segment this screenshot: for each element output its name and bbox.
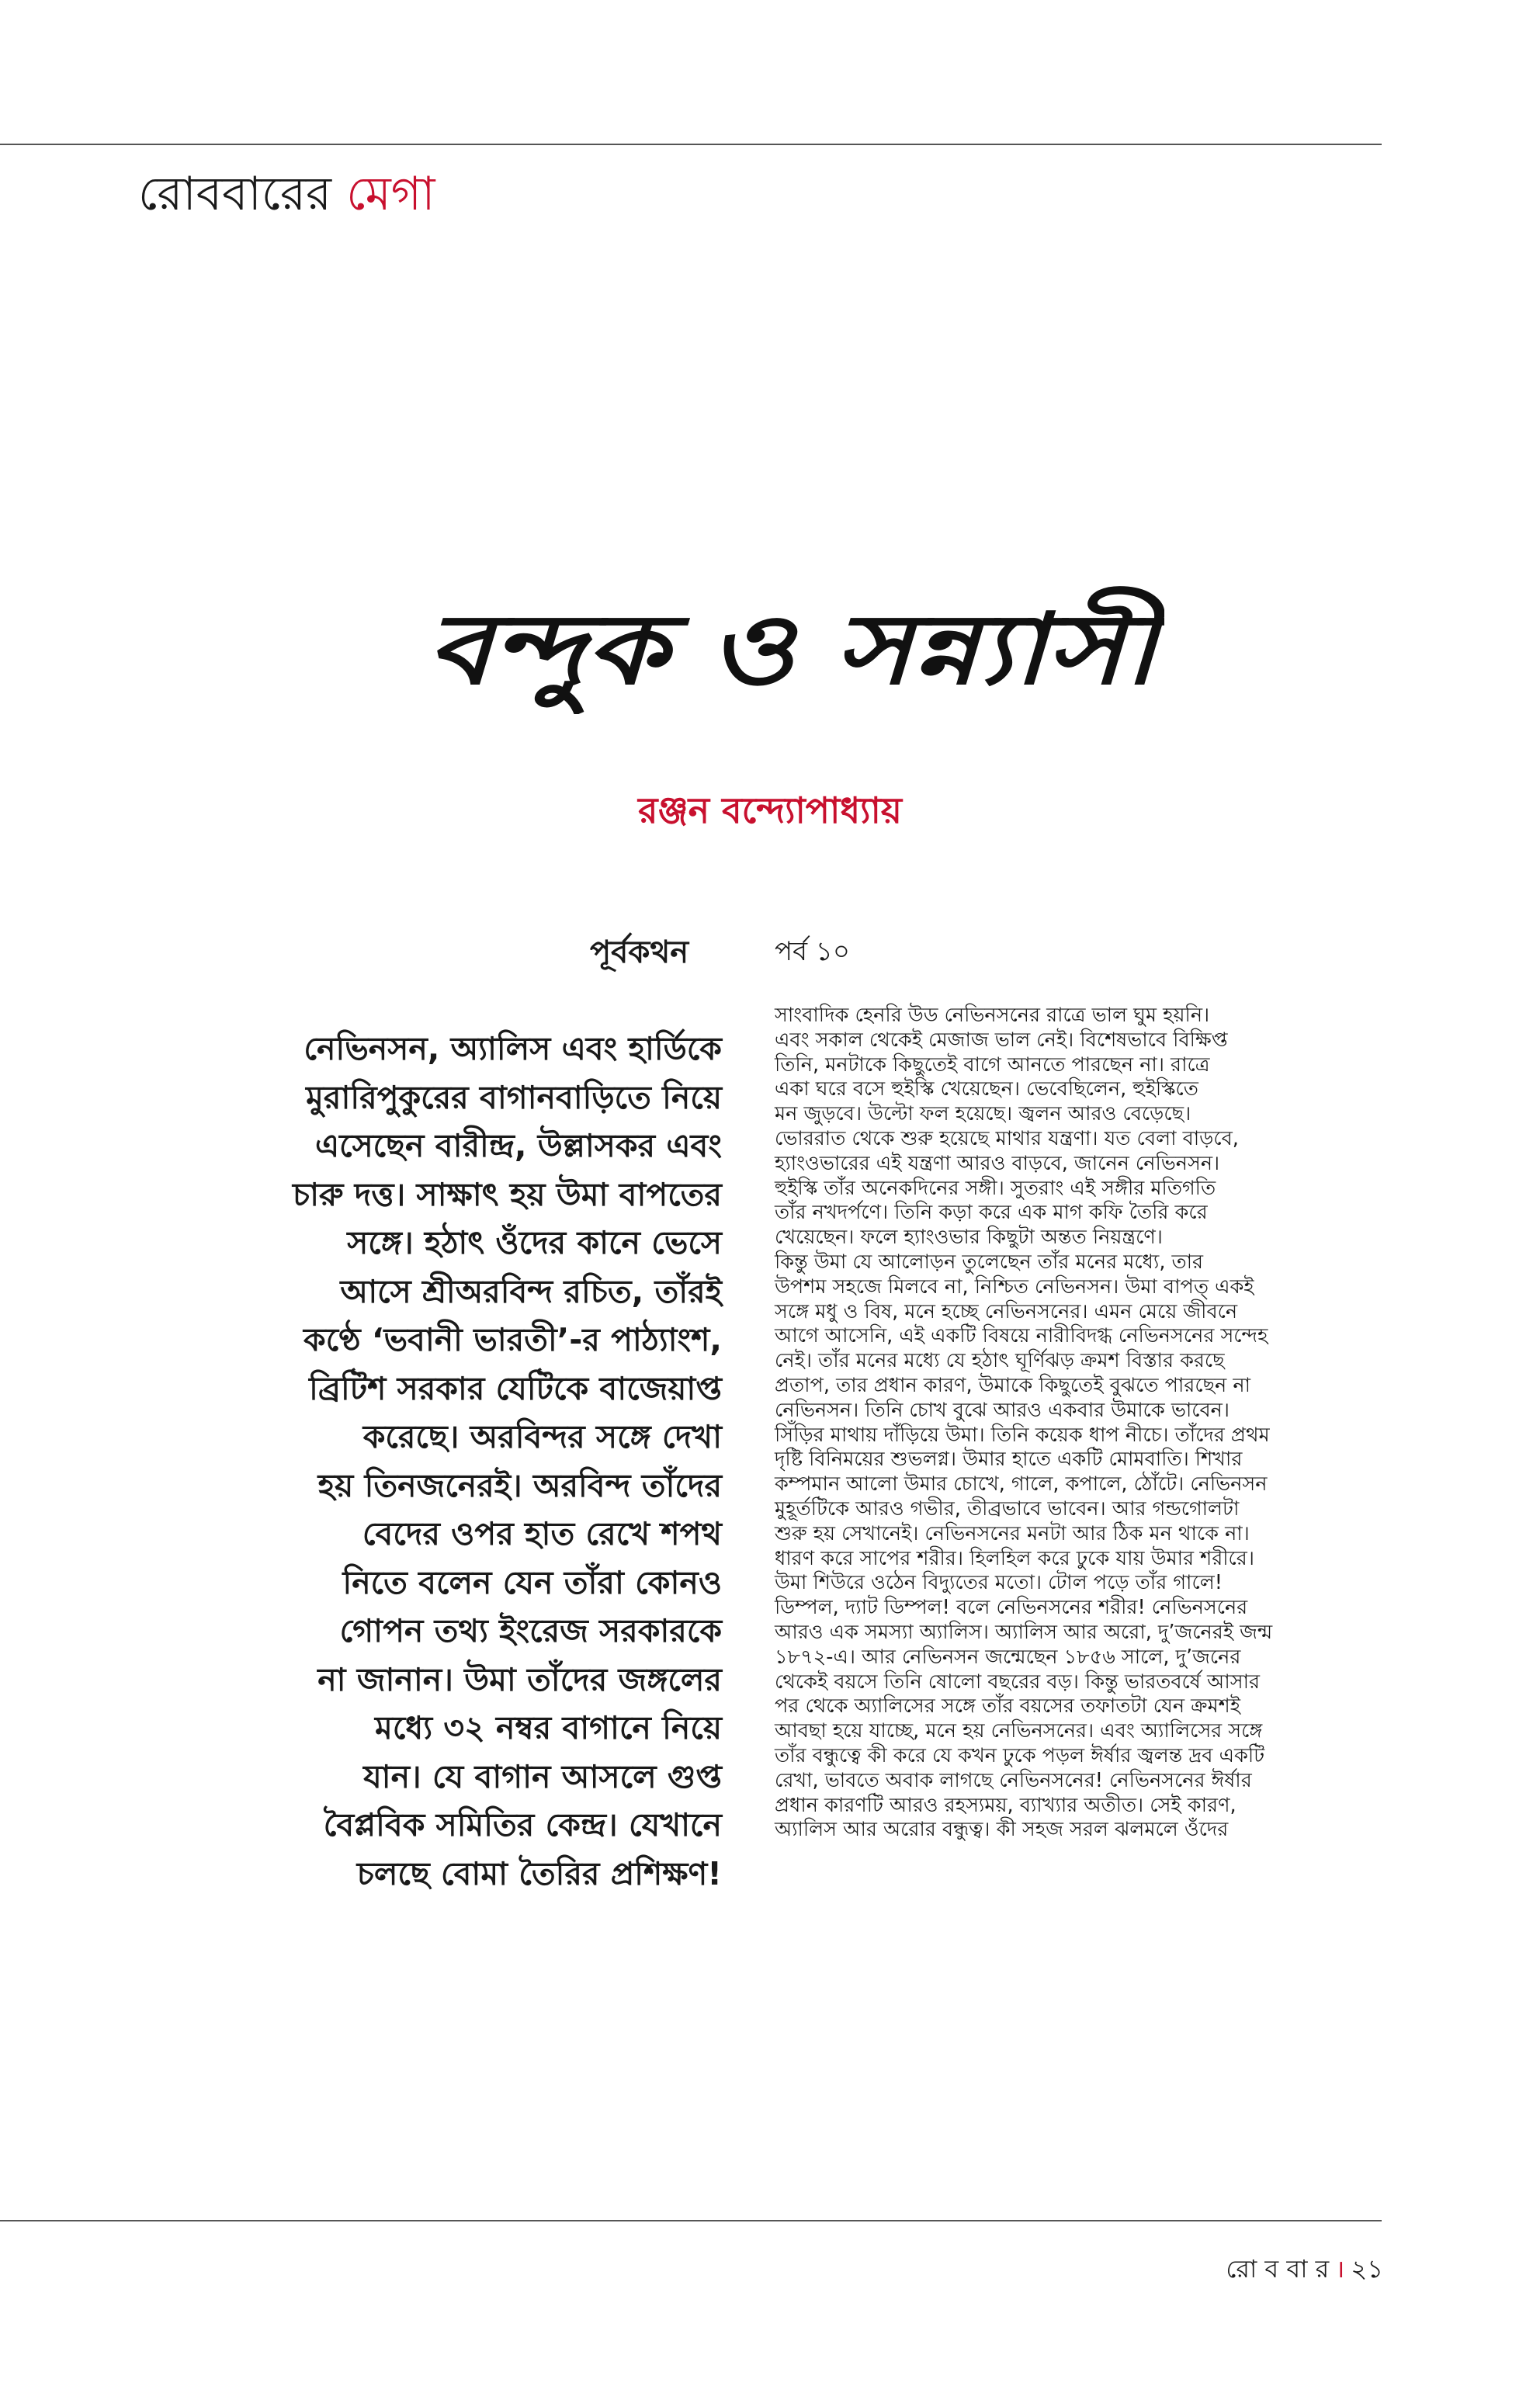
summary-line: বেদের ওপর হাত রেখে শপথ bbox=[362, 1515, 722, 1552]
story-title bbox=[419, 574, 1164, 714]
preface-label: পূর্বকথন bbox=[590, 935, 689, 970]
body-line: পর থেকে অ্যালিসের সঙ্গে তাঁর বয়সের তফাতটা যেন ক্রমশই bbox=[775, 1694, 1240, 1718]
summary-line: করেছে। অরবিন্দর সঙ্গে দেখা bbox=[362, 1418, 722, 1455]
summary-line: সঙ্গে। হঠাৎ ওঁদের কানে ভেসে bbox=[347, 1224, 722, 1261]
body-line: খেয়েছেন। ফলে হ্যাংওভার কিছুটা অন্তত নিয়ন্ত্রণে। bbox=[775, 1226, 1163, 1250]
body-line: কিন্তু উমা যে আলোড়ন তুলেছেন তাঁর মনের মধ্যে, তার bbox=[775, 1250, 1204, 1274]
body-line: ধারণ করে সাপের শরীর। হিলহিল করে ঢুকে যায় উমার শরীরে। bbox=[775, 1546, 1254, 1570]
summary-line: মুরারিপুকুরের বাগানবাড়িতে নিয়ে bbox=[306, 1078, 722, 1116]
body-line: প্রতাপ, তার প্রধান কারণ, উমাকে কিছুতেই বুঝতে পারছেন না bbox=[775, 1373, 1250, 1397]
summary-line: হয় তিনজনেরই। অরবিন্দ তাঁদের bbox=[317, 1466, 722, 1504]
body-line: হ্যাংওভারের এই যন্ত্রণা আরও বাড়বে, জানেন নেভিনসন। bbox=[775, 1151, 1220, 1175]
top-rule bbox=[0, 144, 1382, 145]
body-line: থেকেই বয়সে তিনি ষোলো বছরের বড়। কিন্তু ভারতবর্ষে আসার bbox=[775, 1670, 1260, 1694]
body-line: তাঁর বন্ধুত্বে কী করে যে কখন ঢুকে পড়ল ঈর্ষার জ্বলন্ত দ্রব একটি bbox=[775, 1743, 1265, 1767]
body-line: অ্যালিস আর অরোর বন্ধুত্ব। কী সহজ সরল ঝলমলে ওঁদের bbox=[775, 1818, 1229, 1842]
body-line: রেখা, ভাবতে অবাক লাগছে নেভিনসনের! নেভিনসনের ঈর্ষার bbox=[775, 1768, 1252, 1792]
page-number: ২১ bbox=[1351, 2254, 1383, 2284]
body-line: নেই। তাঁর মনের মধ্যে যে হঠাৎ ঘূর্ণিঝড় ক্রমশ বিস্তার করছে bbox=[775, 1349, 1225, 1373]
episode-label: পর্ব ১০ bbox=[775, 936, 850, 967]
body-line: মুহূর্তটিকে আরও গভীর, তীব্রভাবে ভাবেন। আর গন্ডগোলটা bbox=[775, 1496, 1240, 1521]
body-line: তাঁর নখদর্পণে। তিনি কড়া করে এক মাগ কফি তৈরি করে bbox=[775, 1201, 1208, 1225]
section-header-label: রোববারের bbox=[138, 167, 332, 221]
body-line: এবং সকাল থেকেই মেজাজ ভাল নেই। বিশেষভাবে বিক্ষিপ্ত bbox=[775, 1028, 1228, 1052]
body-line: ভোররাত থেকে শুরু হয়েছে মাথার যন্ত্রণা। যত বেলা বাড়বে, bbox=[775, 1126, 1239, 1150]
body-line: দৃষ্টি বিনিময়ের শুভলগ্ন। উমার হাতে একটি মোমবাতি। শিখার bbox=[775, 1448, 1243, 1472]
summary-line: যান। যে বাগান আসলে গুপ্ত bbox=[363, 1757, 722, 1795]
body-line: ডিম্পল, দ্যাট ডিম্পল! বলে নেভিনসনের শরীর! নেভিনসনের bbox=[775, 1596, 1248, 1620]
body-line: উমা শিউরে ওঠেন বিদ্যুতের মতো। টোল পড়ে তাঁর গালে! bbox=[775, 1571, 1223, 1595]
body-line: প্রধান কারণটি আরও রহস্যময়, ব্যাখ্যার অতীত। সেই কারণ, bbox=[775, 1793, 1237, 1817]
section-header-accent: মেগা bbox=[346, 167, 435, 221]
preface-summary bbox=[186, 1025, 722, 1898]
summary-line: চলছে বোমা তৈরির প্রশিক্ষণ! bbox=[356, 1854, 722, 1892]
summary-line: কণ্ঠে ‘ভবানী ভারতী’-র পাঠ্যাংশ, bbox=[303, 1321, 722, 1358]
body-line: হুইস্কি তাঁর অনেকদিনের সঙ্গী। সুতরাং এই সঙ্গীর মতিগতি bbox=[775, 1176, 1216, 1200]
summary-line: না জানান। উমা তাঁদের জঙ্গলের bbox=[317, 1660, 722, 1698]
summary-line: ব্রিটিশ সরকার যেটিকে বাজেয়াপ্ত bbox=[309, 1369, 722, 1407]
summary-line: গোপন তথ্য ইংরেজ সরকারকে bbox=[339, 1612, 722, 1649]
summary-line: বৈপ্লবিক সমিতির কেন্দ্র। যেখানে bbox=[323, 1806, 722, 1843]
section-header bbox=[138, 163, 435, 225]
body-line: মন জুড়বে। উল্টো ফল হয়েছে। জ্বলন আরও বেড়েছে। bbox=[775, 1102, 1191, 1126]
author-name: রঞ্জন বন্দ্যোপাধ্যায় bbox=[638, 789, 902, 831]
story-body bbox=[775, 1004, 1372, 1843]
body-line: সঙ্গে মধু ও বিষ, মনে হচ্ছে নেভিনসনের। এমন মেয়ে জীবনে bbox=[775, 1299, 1238, 1323]
body-line: সাংবাদিক হেনরি উড নেভিনসনের রাত্রে ভাল ঘুম হয়নি। bbox=[775, 1004, 1210, 1027]
body-line: আবছা হয়ে যাচ্ছে, মনে হয় নেভিনসনের। এবং অ্যালিসের সঙ্গে bbox=[775, 1719, 1263, 1743]
body-line: একা ঘরে বসে হুইস্কি খেয়েছেন। ভেবেছিলেন, হুইস্কিতে bbox=[775, 1077, 1198, 1101]
summary-line: চারু দত্ত। সাক্ষাৎ হয় উমা বাপতের bbox=[293, 1175, 722, 1213]
body-line: কম্পমান আলো উমার চোখে, গালে, কপালে, ঠোঁটে। নেভিনসন bbox=[775, 1472, 1268, 1496]
bottom-rule bbox=[0, 2220, 1382, 2221]
page-footer bbox=[1183, 2249, 1383, 2291]
body-line: আগে আসেনি, এই একটি বিষয়ে নারীবিদগ্ধ নেভিনসনের সন্দেহ bbox=[775, 1324, 1268, 1348]
body-line: ১৮৭২-এ। আর নেভিনসন জন্মেছেন ১৮৫৬ সালে, দু’জনের bbox=[775, 1645, 1241, 1669]
summary-line: নিতে বলেন যেন তাঁরা কোনও bbox=[342, 1563, 722, 1601]
summary-line: মধ্যে ৩২ নম্বর বাগানে নিয়ে bbox=[375, 1709, 722, 1746]
story-title-text: বন্দুক ও সন্ন্যাসী bbox=[427, 591, 1039, 706]
footer-separator: । bbox=[1335, 2254, 1345, 2284]
body-line: তিনি, মনটাকে কিছুতেই বাগে আনতে পারছেন না। রাত্রে bbox=[775, 1053, 1210, 1077]
summary-line: আসে শ্রীঅরবিন্দ রচিত, তাঁরই bbox=[340, 1272, 722, 1310]
body-line: সিঁড়ির মাথায় দাঁড়িয়ে উমা। তিনি কয়েক ধাপ নীচে। তাঁদের প্রথম bbox=[775, 1423, 1270, 1447]
footer-magazine-name: রো ব বা র bbox=[1226, 2254, 1330, 2284]
body-line: নেভিনসন। তিনি চোখ বুঝে আরও একবার উমাকে ভাবেন। bbox=[775, 1398, 1230, 1422]
body-line: শুরু হয় সেখানেই। নেভিনসনের মনটা আর ঠিক মন থাকে না। bbox=[775, 1521, 1250, 1545]
summary-line: এসেছেন বারীন্দ্র, উল্লাসকর এবং bbox=[314, 1127, 722, 1164]
summary-line: নেভিনসন, অ্যালিস এবং হার্ডিকে bbox=[303, 1030, 722, 1067]
body-line: উপশম সহজে মিলবে না, নিশ্চিত নেভিনসন। উমা বাপত্ একই bbox=[775, 1275, 1254, 1299]
body-line: আরও এক সমস্যা অ্যালিস। অ্যালিস আর অরো, দু’জনেরই জন্ম bbox=[775, 1620, 1273, 1644]
